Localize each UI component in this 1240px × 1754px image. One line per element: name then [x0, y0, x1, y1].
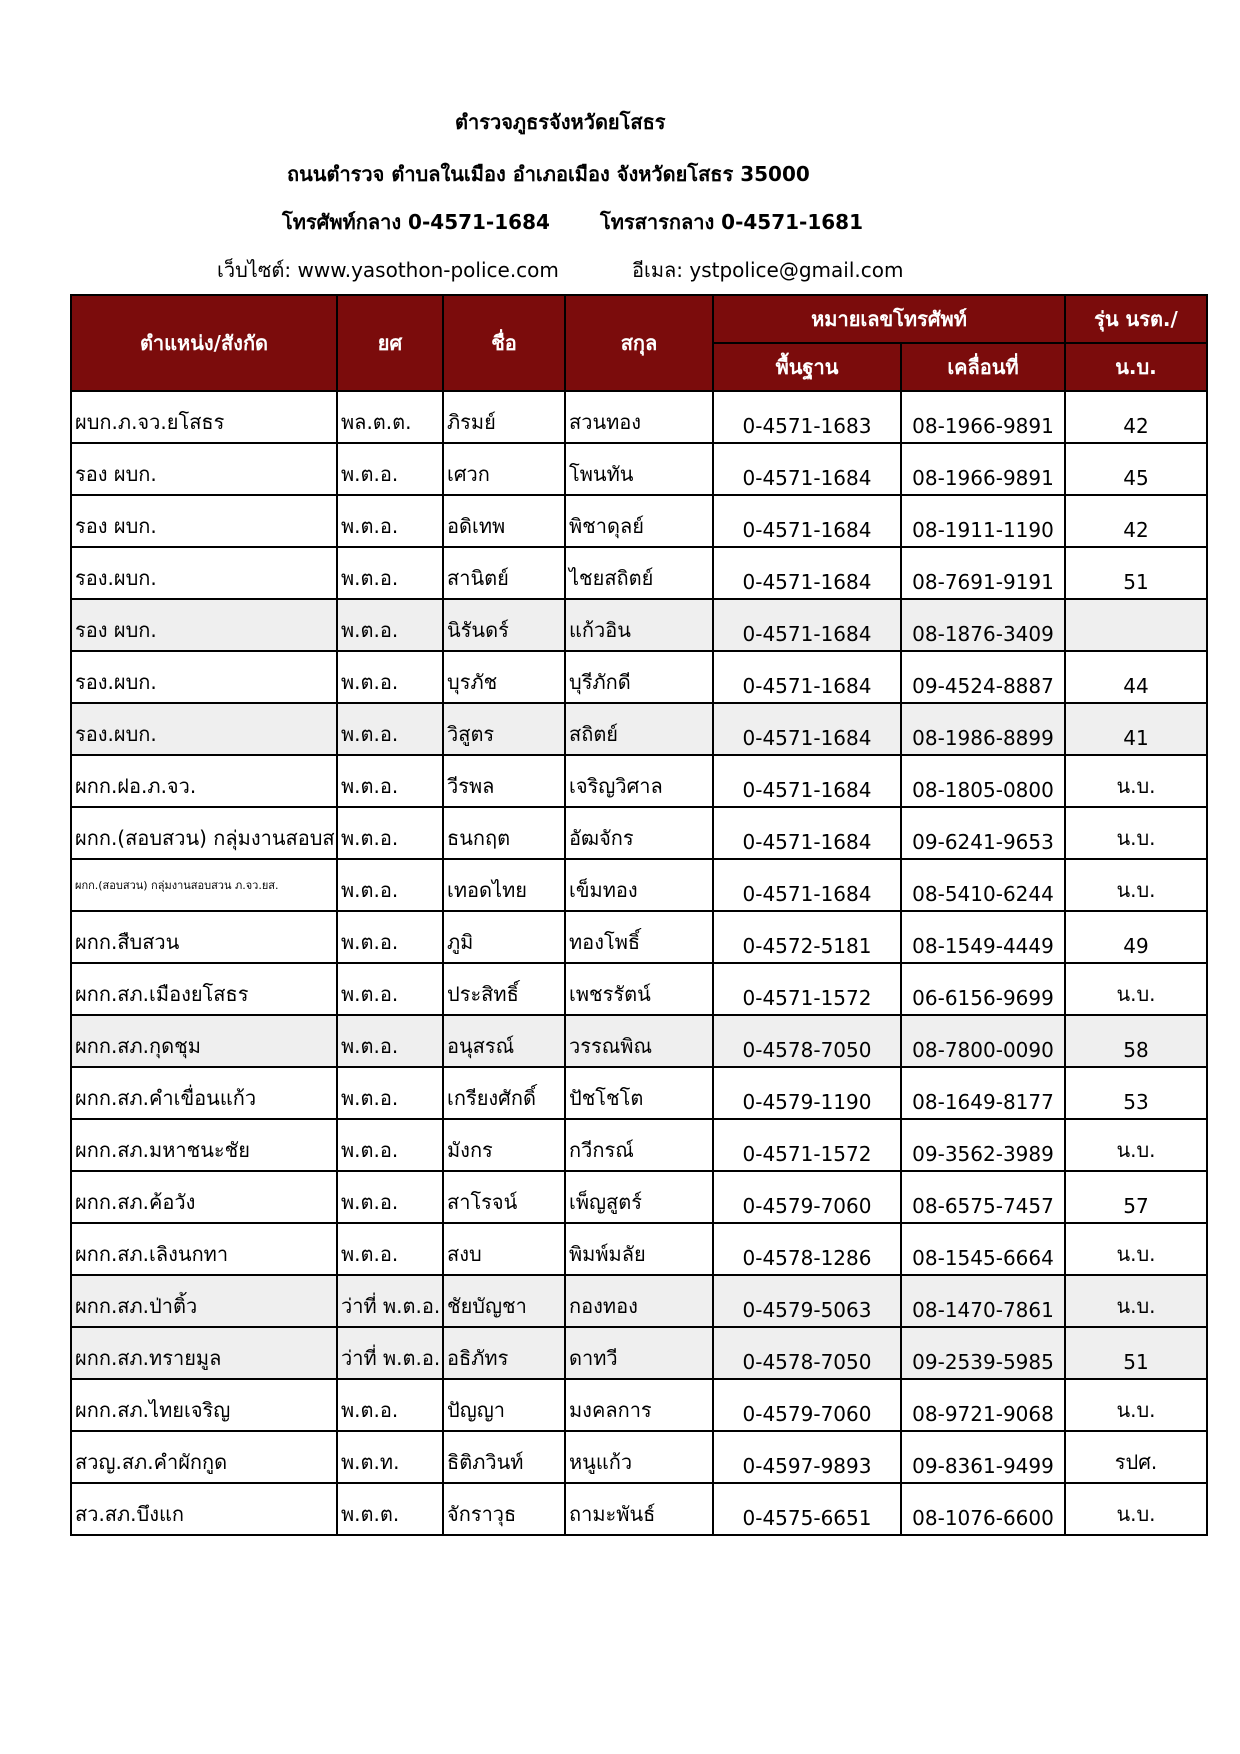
rank-cell: พ.ต.อ. — [337, 703, 443, 755]
landline-cell: 0-4571-1572 — [713, 1119, 901, 1171]
surname-cell: สถิตย์ — [565, 703, 713, 755]
mobile-cell: 08-1911-1190 — [901, 495, 1065, 547]
rank-cell: พ.ต.อ. — [337, 651, 443, 703]
table-row — [71, 495, 1207, 547]
position-cell: ผกก.(สอบสวน) กลุ่มงานสอบสวน ภ.จว.ยส. — [71, 859, 337, 911]
mobile-cell: 08-9721-9068 — [901, 1379, 1065, 1431]
landline-cell: 0-4571-1684 — [713, 807, 901, 859]
position-cell: ผกก.สภ.มหาชนะชัย — [71, 1119, 337, 1171]
rank-cell: พ.ต.อ. — [337, 963, 443, 1015]
class-cell: 58 — [1065, 1015, 1207, 1067]
landline-cell: 0-4579-1190 — [713, 1067, 901, 1119]
mobile-cell: 08-1649-8177 — [901, 1067, 1065, 1119]
rank-cell: พ.ต.อ. — [337, 443, 443, 495]
name-cell: วิสูตร — [443, 703, 565, 755]
class-cell: น.บ. — [1065, 859, 1207, 911]
table-row — [71, 1379, 1207, 1431]
col-header-mobile: เคลื่อนที่ — [901, 343, 1065, 391]
name-cell: สานิตย์ — [443, 547, 565, 599]
landline-cell: 0-4579-7060 — [713, 1379, 901, 1431]
table-row — [71, 1067, 1207, 1119]
mobile-cell: 08-1549-4449 — [901, 911, 1065, 963]
mobile-cell: 08-7800-0090 — [901, 1015, 1065, 1067]
position-cell: ผกก.สภ.เมืองยโสธร — [71, 963, 337, 1015]
position-cell: ผกก.ฝอ.ภ.จว. — [71, 755, 337, 807]
table-row — [71, 651, 1207, 703]
landline-cell: 0-4571-1684 — [713, 443, 901, 495]
rank-cell: พ.ต.อ. — [337, 911, 443, 963]
table-row — [71, 443, 1207, 495]
name-cell: ธิติภวินท์ — [443, 1431, 565, 1483]
rank-cell: พ.ต.อ. — [337, 1379, 443, 1431]
surname-cell: ปัชโชโต — [565, 1067, 713, 1119]
table-row — [71, 1171, 1207, 1223]
surname-cell: ทองโพธิ์ — [565, 911, 713, 963]
surname-cell: วรรณพิณ — [565, 1015, 713, 1067]
rank-cell: ว่าที่ พ.ต.อ. — [337, 1327, 443, 1379]
name-cell: อนุสรณ์ — [443, 1015, 565, 1067]
landline-cell: 0-4571-1684 — [713, 599, 901, 651]
table-body — [71, 391, 1207, 1535]
class-cell: น.บ. — [1065, 1483, 1207, 1535]
rank-cell: พ.ต.อ. — [337, 1171, 443, 1223]
landline-cell: 0-4571-1684 — [713, 495, 901, 547]
landline-cell: 0-4578-7050 — [713, 1015, 901, 1067]
org-address: ถนนตำรวจ ตำบลในเมือง อำเภอเมือง จังหวัดยโสธร 35000 — [287, 162, 810, 186]
table-row — [71, 1483, 1207, 1535]
class-cell: น.บ. — [1065, 1223, 1207, 1275]
landline-cell: 0-4572-5181 — [713, 911, 901, 963]
mobile-cell: 08-1545-6664 — [901, 1223, 1065, 1275]
position-cell: ผกก.สภ.คำเขื่อนแก้ว — [71, 1067, 337, 1119]
class-cell: 51 — [1065, 1327, 1207, 1379]
class-cell: น.บ. — [1065, 807, 1207, 859]
org-title: ตำรวจภูธรจังหวัดยโสธร — [455, 110, 666, 134]
surname-cell: พิมพ์มลัย — [565, 1223, 713, 1275]
col-header-class-top: รุ่น นรต./ — [1065, 295, 1207, 343]
col-header-class-bottom: น.บ. — [1065, 343, 1207, 391]
class-cell: 42 — [1065, 391, 1207, 443]
name-cell: ประสิทธิ์ — [443, 963, 565, 1015]
rank-cell: พ.ต.อ. — [337, 1119, 443, 1171]
table-row — [71, 963, 1207, 1015]
position-cell: รอง.ผบก. — [71, 703, 337, 755]
rank-cell: พ.ต.อ. — [337, 755, 443, 807]
table-row — [71, 911, 1207, 963]
position-cell: ผบก.ภ.จว.ยโสธร — [71, 391, 337, 443]
name-cell: ปัญญา — [443, 1379, 565, 1431]
name-cell: บุรภัช — [443, 651, 565, 703]
position-cell: ผกก.(สอบสวน) กลุ่มงานสอบส — [71, 807, 337, 859]
class-cell: น.บ. — [1065, 755, 1207, 807]
class-cell: 49 — [1065, 911, 1207, 963]
surname-cell: เจริญวิศาล — [565, 755, 713, 807]
mobile-cell: 06-6156-9699 — [901, 963, 1065, 1015]
name-cell: ชัยบัญชา — [443, 1275, 565, 1327]
contact-table — [70, 294, 1208, 1536]
rank-cell: พ.ต.อ. — [337, 1067, 443, 1119]
mobile-cell: 08-1986-8899 — [901, 703, 1065, 755]
position-cell: สว.สภ.บึงแก — [71, 1483, 337, 1535]
class-cell: น.บ. — [1065, 1275, 1207, 1327]
table-row — [71, 1223, 1207, 1275]
mobile-cell: 08-5410-6244 — [901, 859, 1065, 911]
table-row — [71, 599, 1207, 651]
table-row — [71, 859, 1207, 911]
col-header-surname: สกุล — [565, 295, 713, 391]
position-cell: รอง.ผบก. — [71, 651, 337, 703]
position-cell: ผกก.สภ.ค้อวัง — [71, 1171, 337, 1223]
rank-cell: พ.ต.อ. — [337, 859, 443, 911]
position-cell: รอง ผบก. — [71, 443, 337, 495]
table-row — [71, 1275, 1207, 1327]
rank-cell: พ.ต.อ. — [337, 495, 443, 547]
central-phone: โทรศัพท์กลาง 0-4571-1684 — [282, 210, 550, 234]
mobile-cell: 08-1966-9891 — [901, 391, 1065, 443]
name-cell: สาโรจน์ — [443, 1171, 565, 1223]
class-cell: 45 — [1065, 443, 1207, 495]
landline-cell: 0-4579-7060 — [713, 1171, 901, 1223]
position-cell: ผกก.สืบสวน — [71, 911, 337, 963]
col-header-landline: พื้นฐาน — [713, 343, 901, 391]
name-cell: ภิรมย์ — [443, 391, 565, 443]
landline-cell: 0-4578-7050 — [713, 1327, 901, 1379]
name-cell: อดิเทพ — [443, 495, 565, 547]
col-header-rank: ยศ — [337, 295, 443, 391]
class-cell: 57 — [1065, 1171, 1207, 1223]
surname-cell: ไชยสถิตย์ — [565, 547, 713, 599]
class-cell: 53 — [1065, 1067, 1207, 1119]
mobile-cell: 08-1966-9891 — [901, 443, 1065, 495]
position-cell: รอง ผบก. — [71, 495, 337, 547]
position-cell: ผกก.สภ.เลิงนกทา — [71, 1223, 337, 1275]
landline-cell: 0-4575-6651 — [713, 1483, 901, 1535]
surname-cell: กวีกรณ์ — [565, 1119, 713, 1171]
rank-cell: พ.ต.อ. — [337, 807, 443, 859]
rank-cell: พ.ต.อ. — [337, 1223, 443, 1275]
table-row — [71, 1327, 1207, 1379]
landline-cell: 0-4571-1683 — [713, 391, 901, 443]
mobile-cell: 08-7691-9191 — [901, 547, 1065, 599]
mobile-cell: 08-1876-3409 — [901, 599, 1065, 651]
class-cell: 44 — [1065, 651, 1207, 703]
mobile-cell: 09-2539-5985 — [901, 1327, 1065, 1379]
rank-cell: พ.ต.ต. — [337, 1483, 443, 1535]
website: เว็บไซต์: www.yasothon-police.com — [217, 258, 559, 282]
surname-cell: เข็มทอง — [565, 859, 713, 911]
col-header-name: ชื่อ — [443, 295, 565, 391]
name-cell: ธนกฤต — [443, 807, 565, 859]
class-cell: น.บ. — [1065, 1379, 1207, 1431]
position-cell: รอง ผบก. — [71, 599, 337, 651]
class-cell — [1065, 599, 1207, 651]
mobile-cell: 09-8361-9499 — [901, 1431, 1065, 1483]
name-cell: อธิภัทร — [443, 1327, 565, 1379]
position-cell: ผกก.สภ.ทรายมูล — [71, 1327, 337, 1379]
surname-cell: บุรีภักดี — [565, 651, 713, 703]
name-cell: เกรียงศักดิ์ — [443, 1067, 565, 1119]
landline-cell: 0-4597-9893 — [713, 1431, 901, 1483]
name-cell: วีรพล — [443, 755, 565, 807]
name-cell: เทอดไทย — [443, 859, 565, 911]
rank-cell: พ.ต.อ. — [337, 599, 443, 651]
rank-cell: พ.ต.อ. — [337, 1015, 443, 1067]
name-cell: จักราวุธ — [443, 1483, 565, 1535]
surname-cell: อัฒจักร — [565, 807, 713, 859]
rank-cell: พล.ต.ต. — [337, 391, 443, 443]
surname-cell: ถามะพันธ์ — [565, 1483, 713, 1535]
surname-cell: เพชรรัตน์ — [565, 963, 713, 1015]
mobile-cell: 08-1470-7861 — [901, 1275, 1065, 1327]
table-row — [71, 755, 1207, 807]
landline-cell: 0-4571-1684 — [713, 703, 901, 755]
surname-cell: แก้วอิน — [565, 599, 713, 651]
table-row — [71, 1015, 1207, 1067]
table-row — [71, 1119, 1207, 1171]
table-header — [71, 295, 1207, 391]
mobile-cell: 08-1076-6600 — [901, 1483, 1065, 1535]
position-cell: รอง.ผบก. — [71, 547, 337, 599]
rank-cell: ว่าที่ พ.ต.อ. — [337, 1275, 443, 1327]
landline-cell: 0-4571-1684 — [713, 547, 901, 599]
class-cell: รปศ. — [1065, 1431, 1207, 1483]
landline-cell: 0-4571-1684 — [713, 859, 901, 911]
name-cell: นิรันดร์ — [443, 599, 565, 651]
rank-cell: พ.ต.ท. — [337, 1431, 443, 1483]
name-cell: ภูมิ — [443, 911, 565, 963]
surname-cell: ดาทวี — [565, 1327, 713, 1379]
surname-cell: พิชาดุลย์ — [565, 495, 713, 547]
mobile-cell: 09-4524-8887 — [901, 651, 1065, 703]
position-cell: สวญ.สภ.คำผักกูด — [71, 1431, 337, 1483]
surname-cell: หนูแก้ว — [565, 1431, 713, 1483]
surname-cell: เพ็ญสูตร์ — [565, 1171, 713, 1223]
position-cell: ผกก.สภ.ไทยเจริญ — [71, 1379, 337, 1431]
surname-cell: กองทอง — [565, 1275, 713, 1327]
landline-cell: 0-4579-5063 — [713, 1275, 901, 1327]
rank-cell: พ.ต.อ. — [337, 547, 443, 599]
mobile-cell: 09-3562-3989 — [901, 1119, 1065, 1171]
table-row — [71, 1431, 1207, 1483]
col-header-position: ตำแหน่ง/สังกัด — [71, 295, 337, 391]
landline-cell: 0-4571-1684 — [713, 651, 901, 703]
landline-cell: 0-4571-1684 — [713, 755, 901, 807]
email: อีเมล: ystpolice@gmail.com — [632, 258, 904, 282]
mobile-cell: 08-1805-0800 — [901, 755, 1065, 807]
table-row — [71, 807, 1207, 859]
surname-cell: มงคลการ — [565, 1379, 713, 1431]
name-cell: สงบ — [443, 1223, 565, 1275]
class-cell: 41 — [1065, 703, 1207, 755]
name-cell: เศวก — [443, 443, 565, 495]
class-cell: น.บ. — [1065, 1119, 1207, 1171]
class-cell: น.บ. — [1065, 963, 1207, 1015]
surname-cell: สวนทอง — [565, 391, 713, 443]
mobile-cell: 09-6241-9653 — [901, 807, 1065, 859]
central-fax: โทรสารกลาง 0-4571-1681 — [600, 210, 864, 234]
landline-cell: 0-4571-1572 — [713, 963, 901, 1015]
name-cell: มังกร — [443, 1119, 565, 1171]
mobile-cell: 08-6575-7457 — [901, 1171, 1065, 1223]
class-cell: 42 — [1065, 495, 1207, 547]
position-cell: ผกก.สภ.ป่าติ้ว — [71, 1275, 337, 1327]
class-cell: 51 — [1065, 547, 1207, 599]
surname-cell: โพนทัน — [565, 443, 713, 495]
col-header-phone-group: หมายเลขโทรศัพท์ — [713, 295, 1065, 343]
landline-cell: 0-4578-1286 — [713, 1223, 901, 1275]
table-row — [71, 547, 1207, 599]
table-row — [71, 703, 1207, 755]
table-row — [71, 391, 1207, 443]
position-cell: ผกก.สภ.กุดชุม — [71, 1015, 337, 1067]
